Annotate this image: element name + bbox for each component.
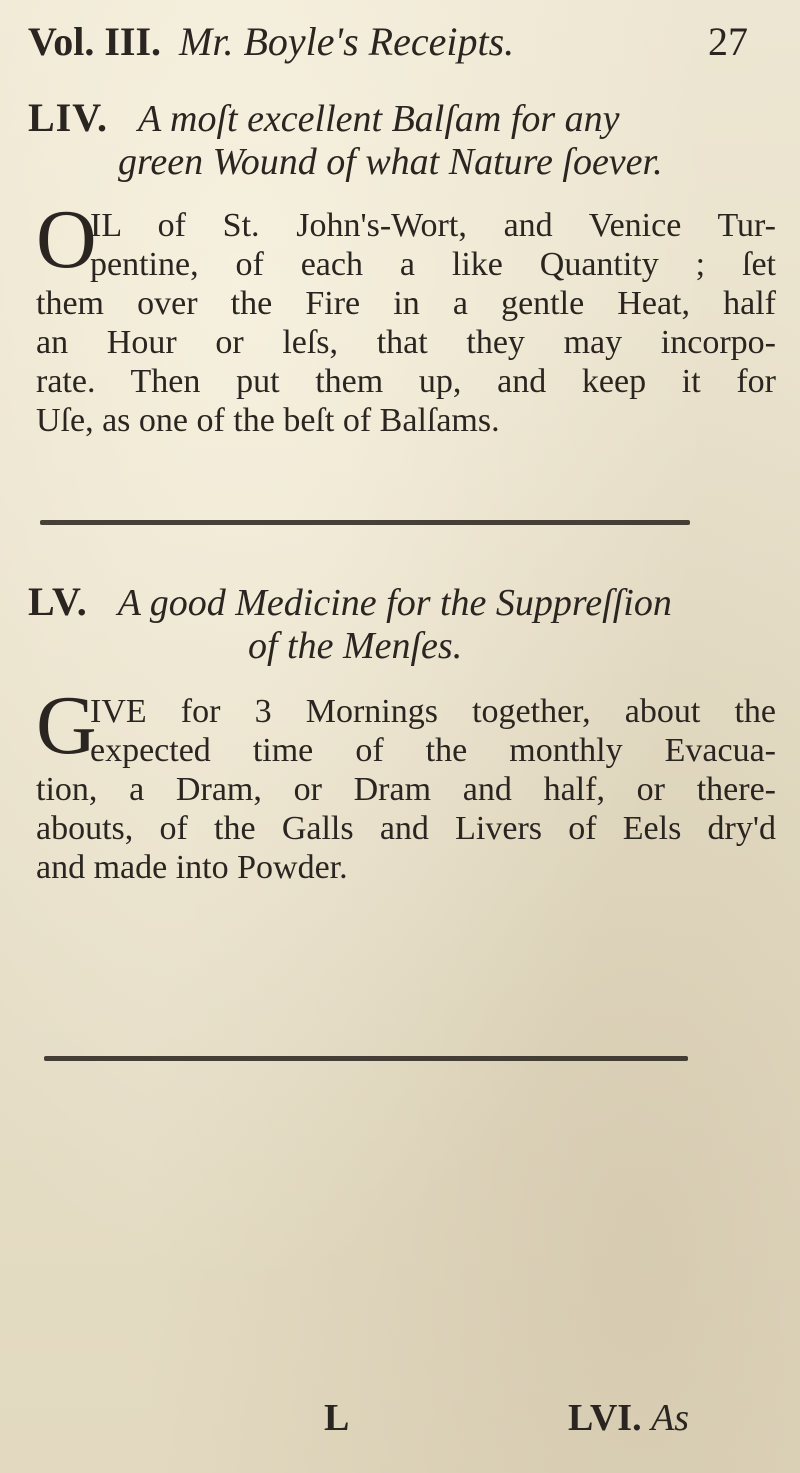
catchword xyxy=(568,1396,689,1440)
receipt-number: LV. xyxy=(28,579,88,624)
receipt-title: A moſt excellent Balſam for any xyxy=(137,98,620,140)
text-line: pentine, of each a like Quantity ; ſet xyxy=(90,246,776,283)
receipt-body xyxy=(36,679,776,887)
catchword-number: LVI. xyxy=(568,1397,642,1439)
receipt-heading xyxy=(28,578,672,625)
text-line: them over the Fire in a gentle Heat, half xyxy=(36,285,776,322)
text-line: tion, a Dram, or Dram and half, or there- xyxy=(36,771,776,808)
book-title: Mr. Boyle's Receipts. xyxy=(179,19,515,64)
volume-label: Vol. III. xyxy=(28,19,162,64)
text-line: Uſe, as one of the beſt of Balſams. xyxy=(36,402,500,439)
text-line: rate. Then put them up, and keep it for xyxy=(36,363,776,400)
running-head xyxy=(28,18,768,65)
receipt-title-continued: green Wound of what Nature ſoever. xyxy=(118,141,663,183)
text-line: IL of St. John's-Wort, and Venice Tur- xyxy=(90,207,776,244)
receipt-title-continued: of the Menſes. xyxy=(248,625,463,667)
receipt-title: A good Medicine for the Suppreſſion xyxy=(117,582,672,624)
section-divider xyxy=(40,520,690,525)
text-line: abouts, of the Galls and Livers of Eels dry'd xyxy=(36,810,776,847)
text-line: expected time of the monthly Evacua- xyxy=(90,732,776,769)
receipt-body xyxy=(36,193,776,440)
page-number: 27 xyxy=(708,19,748,64)
text-line: IVE for 3 Mornings together, about the xyxy=(90,693,776,730)
receipt-number: LIV. xyxy=(28,95,108,140)
receipt-heading xyxy=(28,94,620,141)
catchword-word: As xyxy=(651,1397,690,1439)
signature-mark: L xyxy=(324,1397,350,1439)
drop-cap: G xyxy=(36,679,97,772)
section-divider xyxy=(44,1056,688,1061)
text-line: an Hour or leſs, that they may incorpo- xyxy=(36,324,776,361)
text-line: and made into Powder. xyxy=(36,849,348,886)
drop-cap: O xyxy=(36,193,97,286)
